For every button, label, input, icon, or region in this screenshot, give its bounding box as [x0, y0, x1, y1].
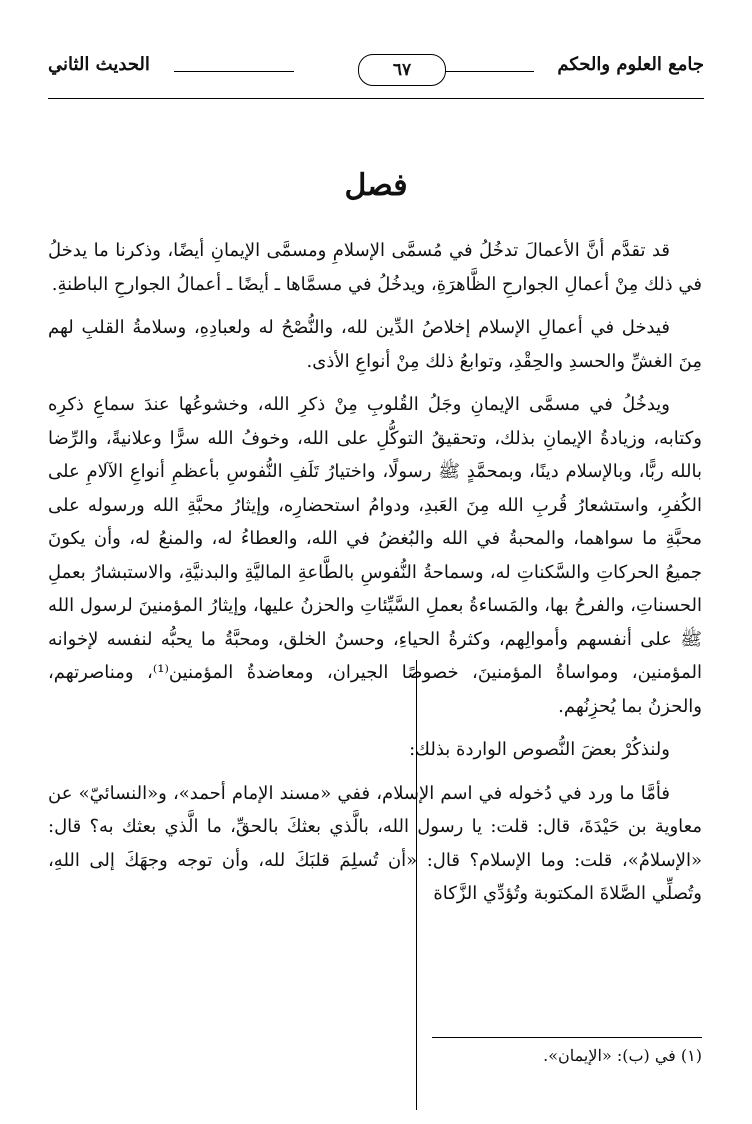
section-title: فصل — [344, 168, 408, 203]
footnote: (١) في (ب): «الإيمان». — [543, 1046, 702, 1065]
paragraph: ولنذكُرْ بعضَ النُّصوص الواردة بذلك: — [409, 739, 670, 760]
running-header — [48, 44, 704, 100]
paragraph: فيدخل في أعمالِ الإسلام إخلاصُ الدِّين لله، والنُّصْحُ له ولعبادِهِ، وسلامةُ القلبِ لهم مِنَ الغشِّ والحسدِ والحِقْدِ، وتوابعُ ذلك مِنْ أنواعِ الأذى. — [48, 317, 702, 372]
header-rule-left — [174, 71, 294, 72]
footnote-rule — [432, 1037, 702, 1038]
paragraph: ويدخُلُ في مسمَّى الإيمانِ وجَلُ القُلوبِ مِنْ ذكرِ الله، وخشوعُها عندَ سماعِ ذكرِه وكتابه، وزيادةُ الإيمانِ بذلك، وتحقيقُ التوكُّلِ على الله، وخوفُ الله سرًّا وعلانيةً، والرِّضا بالله ربًّا، وبالإسلام دينًا، وبمحمَّدٍ ﷺ رسولًا، واختيارُ تَلَفِ النُّفوسِ بأعظمِ أنواعِ الآلامِ على الكُفرِ، واستشعارُ قُربِ الله مِنَ العَبدِ، ودوامُ استحضارِه، وإيثارُ محبَّةِ الله ورسوله على محبَّةِ ما سواهما، والمحبةُ في الله والبُغضُ في الله، والعطاءُ له، والمنعُ له، وأن يكونَ جميعُ الحركاتِ والسَّكناتِ له، وسماحةُ النُّفوسِ بالطَّاعةِ الماليَّةِ والبدنيَّةِ، والاستبشارُ بعملِ الحسناتِ، والفرحُ بها، والمَساءةُ بعملِ السَّيِّئاتِ والحزنُ عليها، وإيثارُ المؤمنينَ لرسول الله ﷺ على أنفسهم وأموالِهم، وكثرةُ الحياءِ، وحسنُ الخلق، ومحبَّةُ ما يحبُّه لنفسه لإخوانه المؤمنين، ومواساةُ المؤمنينَ، خصوصًا الجيران، ومعاضدةُ المؤمنين⁽¹⁾، ومناصرتهم، والحزنُ بما يُحزِنُهم. — [48, 394, 702, 717]
main-text — [48, 234, 702, 921]
page-number: ٦٧ — [358, 54, 446, 86]
paragraph: فأمَّا ما ورد في دُخوله في اسم الإسلام، ففي «مسند الإمام أحمد»، و«النسائيّ» عن معاوية بن حَيْدَةَ، قال: قلت: يا رسول الله، بالَّذي بعثكَ بالحقِّ، ما الَّذي بعثك به؟ قال: «الإسلامُ»، قلت: وما الإسلام؟ قال: «أن تُسلِمَ قلبَكَ لله، وأن توجه وجهَكَ إلى اللهِ، وتُصلِّي الصَّلاةَ المكتوبة وتُؤدِّي الزَّكاة — [48, 782, 702, 904]
hadith-label: الحديث الثاني — [48, 54, 150, 75]
paragraph: قد تقدَّم أنَّ الأعمالَ تدخُلُ في مُسمَّى الإسلامِ ومسمَّى الإيمانِ أيضًا، وذكرنا ما يدخلُ في ذلك مِنْ أعمالِ الجوارحِ الظَّاهرَةِ، ويدخُلُ في مسمَّاها ـ أيضًا ـ أعمالُ الجوارحِ الباطنةِ. — [48, 240, 702, 295]
header-bottom-rule — [48, 98, 704, 99]
scan-crease-line — [416, 660, 417, 1110]
book-title: جامع العلوم والحكم — [557, 54, 704, 75]
